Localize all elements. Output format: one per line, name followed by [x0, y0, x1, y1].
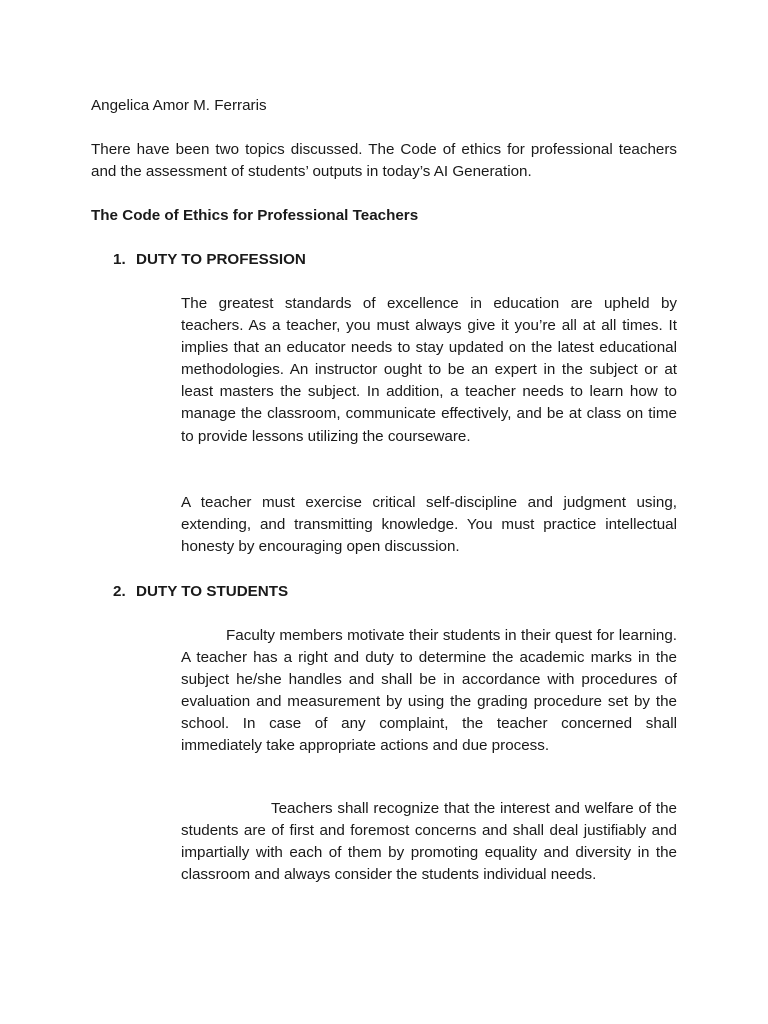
section-title-text: DUTY TO PROFESSION [136, 251, 306, 268]
section-number: 2. [113, 583, 126, 600]
section-number: 1. [113, 251, 126, 268]
section-title-duty-to-profession [113, 249, 673, 271]
author-name: Angelica Amor M. Ferraris [91, 97, 267, 114]
profession-paragraph-1: The greatest standards of excellence in education are upheld by teachers. As a teacher, you must always give it you’re all at all times. It implies that an educator needs to stay updated on the latest educational methodologies. An instructor ought to be an expert in the subject or at least masters the subject. In addition, a teacher needs to learn how to manage the classroom, communicate effectively, and be at class on time to provide lessons utilizing the courseware. [181, 295, 677, 445]
intro-paragraph: There have been two topics discussed. The Code of ethics for professional teachers and the assessment of students’ outputs in today’s AI Generation. [91, 141, 677, 181]
profession-paragraph-2: A teacher must exercise critical self-discipline and judgment using, extending, and transmitting knowledge. You must practice intellectual honesty by encouraging open discussion. [181, 494, 677, 556]
students-paragraph-1: Faculty members motivate their students in their quest for learning. A teacher has a right and duty to determine the academic marks in the subject he/she handles and shall be in accordance with procedures of evaluation and measurement by using the grading procedure set by the school. In case of any complaint, the teacher concerned shall immediately take appropriate actions and due process. [181, 627, 677, 755]
document-heading: The Code of Ethics for Professional Teachers [91, 207, 419, 224]
section-title-text: DUTY TO STUDENTS [136, 583, 289, 600]
students-paragraph-2: Teachers shall recognize that the interest and welfare of the students are of first and foremost concerns and shall deal justifiably and impartially with each of them by promoting equality and diversity in the classroom and always consider the students individual needs. [181, 800, 677, 884]
section-title-duty-to-students [113, 581, 673, 603]
